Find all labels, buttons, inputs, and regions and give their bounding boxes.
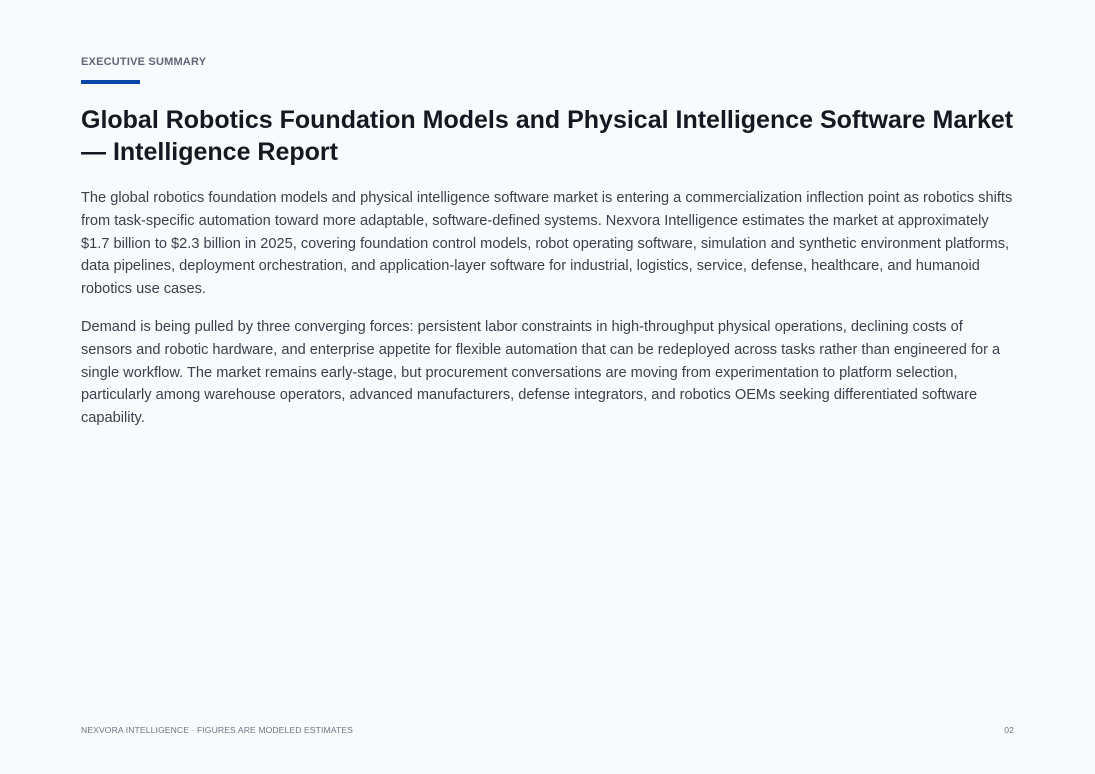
section-label: EXECUTIVE SUMMARY bbox=[81, 56, 207, 68]
summary-body bbox=[81, 187, 1016, 445]
summary-paragraph: The global robotics foundation models and physical intelligence software market is entering a commercialization inflection point as robotics shifts from task-specific automation toward more adaptable, software-defined systems. Nexvora Intelligence estimates the market at approximately $1.7 billion to $2.3 billion in 2025, covering foundation control models, robot operating software, simulation and synthetic environment platforms, data pipelines, deployment orchestration, and application-layer software for industrial, logistics, service, defense, healthcare, and humanoid robotics use cases. bbox=[81, 190, 1013, 298]
footer-source-note: NEXVORA INTELLIGENCE · FIGURES ARE MODELED ESTIMATES bbox=[81, 725, 353, 735]
page-number: 02 bbox=[1004, 725, 1014, 735]
report-page bbox=[81, 0, 1016, 774]
summary-paragraph: Demand is being pulled by three converging forces: persistent labor constraints in high-throughput physical operations, declining costs of sensors and robotic hardware, and enterprise appetite for flexible automation that can be redeployed across tasks rather than engineered for a single workflow. The market remains early-stage, but procurement conversations are moving from experimentation to platform selection, particularly among warehouse operators, advanced manufacturers, defense integrators, and robotics OEMs seeking differentiated software capability. bbox=[81, 318, 1001, 427]
accent-bar bbox=[81, 80, 140, 84]
page-title: Global Robotics Foundation Models and Physical Intelligence Software Market — Intelligence Report bbox=[81, 106, 1014, 166]
page-footer bbox=[81, 725, 1014, 735]
